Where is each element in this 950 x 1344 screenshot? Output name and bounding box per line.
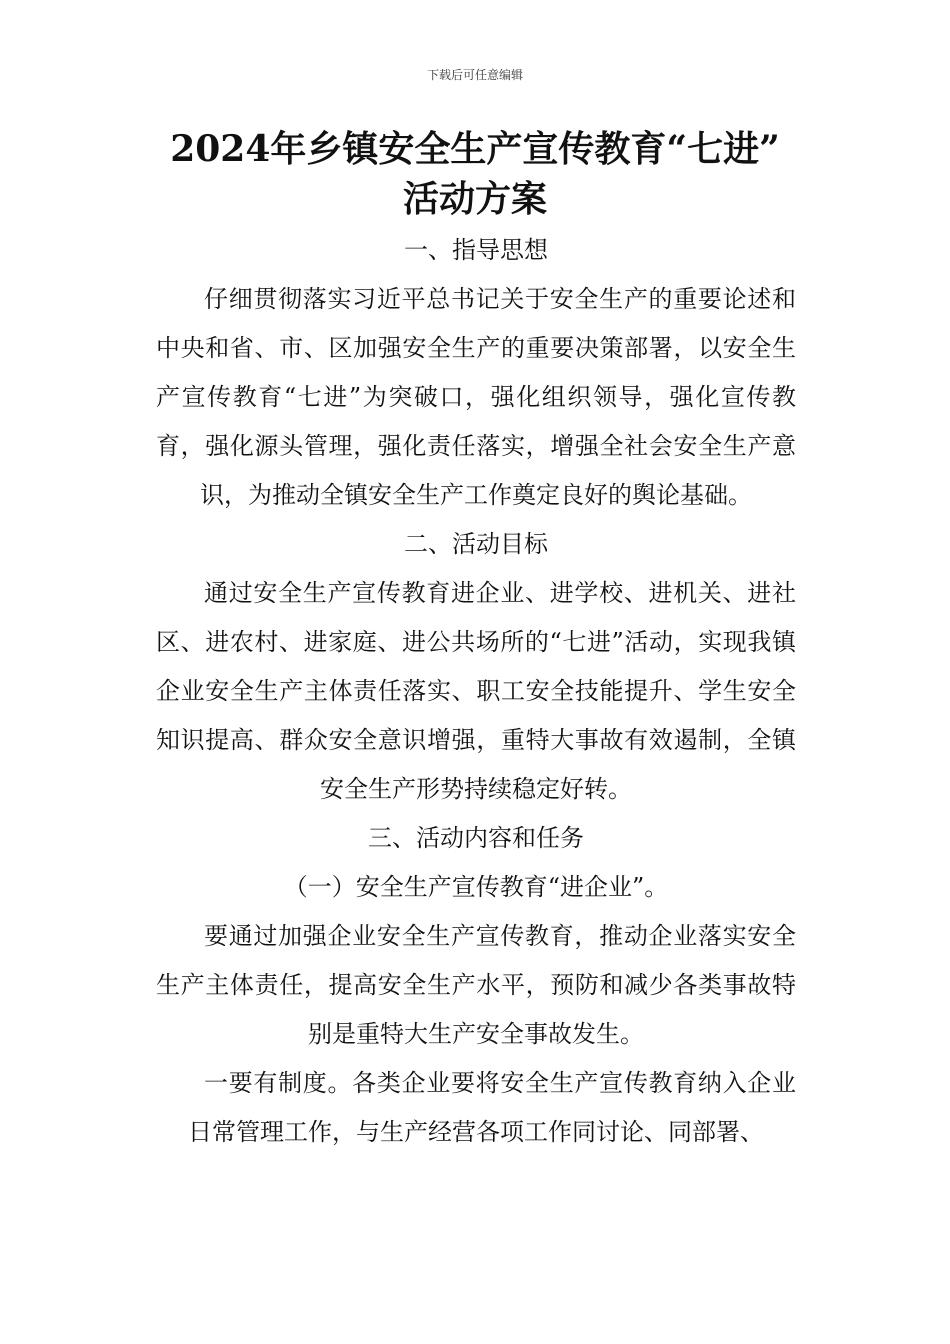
section-heading-content-tasks: 三、活动内容和任务 — [368, 824, 584, 852]
title-line-2: 活动方案 — [402, 178, 547, 220]
header-note: 下载后可任意编辑 — [426, 68, 523, 82]
paragraph-guiding-ideology: 仔细贯彻落实习近平总书记关于安全生产的重要论述和中央和省、市、区加强安全生产的重要决策部署，以安全生产宣传教育“七进”为突破口，强化组织领导，强化宣传教育，强化源头管理，强化责任落实，增强全社会安全生产意识，为推动全镇安全生产工作奠定良好的舆论基础。 — [156, 285, 796, 509]
section-heading-guiding-ideology: 一、指导思想 — [404, 236, 548, 264]
subsection-heading-enterprises: （一）安全生产宣传教育“进企业”。 — [283, 873, 669, 901]
document-body — [156, 226, 796, 1157]
paragraph-activity-goals: 通过安全生产宣传教育进企业、进学校、进机关、进社区、进农村、进家庭、进公共场所的“七进”活动，实现我镇企业安全生产主体责任落实、职工安全技能提升、学生安全知识提高、群众安全意识增强，重特大事故有效遏制，全镇安全生产形势持续稳定好转。 — [156, 579, 796, 803]
paragraph-enterprises-system: 一要有制度。各类企业要将安全生产宣传教育纳入企业日常管理工作，与生产经营各项工作同讨论、同部署、 — [188, 1069, 796, 1146]
paragraph-enterprises-intro: 要通过加强企业安全生产宣传教育，推动企业落实安全生产主体责任，提高安全生产水平，预防和减少各类事故特别是重特大生产安全事故发生。 — [156, 922, 796, 1048]
document-title — [120, 124, 830, 224]
title-line-1: 2024年乡镇安全生产宣传教育“七进” — [170, 128, 780, 170]
section-heading-activity-goals: 二、活动目标 — [404, 530, 548, 558]
